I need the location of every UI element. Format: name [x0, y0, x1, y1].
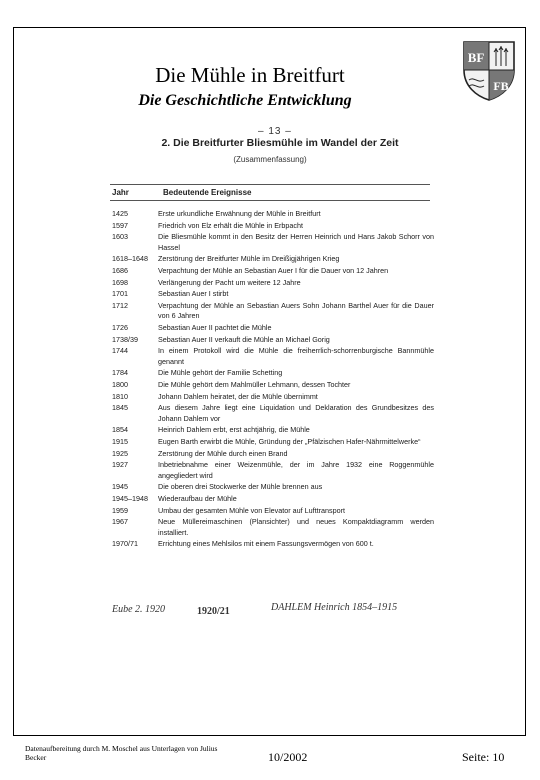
event-year: 1603: [112, 232, 128, 242]
event-row: [112, 460, 434, 480]
event-row: [112, 301, 434, 321]
event-description: Johann Dahlem heiratet, der die Mühle übernimmt: [158, 391, 318, 401]
event-row: [112, 335, 434, 345]
event-year: 1845: [112, 403, 128, 413]
summary-note: (Zusammenfassung): [233, 155, 307, 164]
table-header-rule: [110, 200, 430, 201]
event-description: Verpachtung der Mühle an Sebastian Auers Sohn Johann Barthel Auer für die Dauer von 6 Jahren: [158, 301, 434, 321]
event-row: [112, 221, 434, 231]
event-row: [112, 437, 434, 447]
event-description: Die Mühle gehört dem Mahlmüller Lehmann, dessen Tochter: [158, 380, 351, 390]
event-row: [112, 403, 434, 423]
section-heading: 2. Die Breitfurter Bliesmühle im Wandel der Zeit: [161, 137, 399, 149]
event-description: Verlängerung der Pacht um weitere 12 Jahre: [158, 277, 301, 287]
table-top-rule: [110, 184, 430, 185]
event-row: [112, 506, 434, 516]
event-row: [112, 368, 434, 378]
event-year: 1784: [112, 368, 128, 378]
event-description: Verpachtung der Mühle an Sebastian Auer I für die Dauer von 12 Jahren: [158, 266, 389, 276]
event-year: 1810: [112, 391, 128, 401]
event-row: [112, 494, 434, 504]
event-description: Wiederaufbau der Mühle: [158, 494, 237, 504]
event-description: Errichtung eines Mehlsilos mit einem Fassungsvermögen von 600 t.: [158, 539, 374, 549]
event-year: 1744: [112, 346, 128, 356]
event-description: Sebastian Auer I stirbt: [158, 289, 229, 299]
event-year: 1945–1948: [112, 494, 148, 504]
event-year: 1945: [112, 482, 128, 492]
crest-letters-left: BF: [467, 50, 485, 65]
column-header-event: Bedeutende Ereignisse: [163, 188, 252, 197]
source-page-mark: – 13 –: [258, 126, 292, 137]
event-row: [112, 278, 434, 288]
event-description: Die Mühle gehört der Familie Schetting: [158, 368, 283, 378]
event-row: [112, 232, 434, 252]
event-row: [112, 289, 434, 299]
event-row: [112, 346, 434, 366]
handwritten-note-right: DAHLEM Heinrich 1854–1915: [271, 602, 398, 613]
event-description: Inbetriebnahme einer Weizenmühle, der im Jahre 1932 eine Roggenmühle angegliedert wird: [158, 460, 434, 480]
event-description: Die Bliesmühle kommt in den Besitz der Herren Heinrich und Hans Jakob Schorr von Hassel: [158, 232, 434, 252]
document-subtitle: Die Geschichtliche Entwicklung: [138, 92, 352, 109]
event-year: 1686: [112, 266, 128, 276]
event-year: 1927: [112, 460, 128, 470]
event-description: Umbau der gesamten Mühle von Elevator auf Lufttransport: [158, 505, 345, 515]
event-row: [112, 209, 434, 219]
event-row: [112, 392, 434, 402]
event-description: Heinrich Dahlem erbt, erst achtjährig, die Mühle: [158, 425, 310, 435]
event-description: Erste urkundliche Erwähnung der Mühle in Breitfurt: [158, 209, 321, 218]
event-description: Zerstörung der Mühle durch einen Brand: [158, 448, 288, 458]
event-year: 1597: [112, 220, 128, 230]
event-row: [112, 449, 434, 459]
event-year: 1738/39: [112, 334, 138, 344]
event-year: 1967: [112, 517, 128, 527]
event-year: 1854: [112, 425, 128, 435]
event-description: Sebastian Auer II verkauft die Mühle an Michael Gorig: [158, 334, 330, 344]
event-description: Eugen Barth erwirbt die Mühle, Gründung der „Pfälzischen Hafer-Nährmittelwerke“: [158, 437, 421, 447]
event-year: 1698: [112, 277, 128, 287]
handwritten-note-left: Eube 2. 1920: [112, 604, 166, 615]
event-year: 1915: [112, 437, 128, 447]
document-title: Die Mühle in Breitfurt: [155, 63, 345, 87]
event-year: 1959: [112, 505, 128, 515]
footer-credit: Datenaufbereitung durch M. Moschel aus Unterlagen von Julius Becker: [25, 744, 218, 762]
footer-date: 10/2002: [268, 750, 308, 764]
event-row: [112, 266, 434, 276]
column-header-year: Jahr: [112, 188, 129, 197]
event-year: 1726: [112, 323, 128, 333]
events-table: [112, 209, 434, 551]
event-year: 1701: [112, 289, 128, 299]
event-row: [112, 254, 434, 264]
event-year: 1925: [112, 448, 128, 458]
event-description: Sebastian Auer II pachtet die Mühle: [158, 323, 272, 333]
event-description: In einem Protokoll wird die Mühle die freiherrlich-schorrenburgische Bannmühle genannt: [158, 346, 434, 366]
event-description: Neue Müllereimaschinen (Plansichter) und neues Kompaktdiagramm werden installiert.: [158, 517, 434, 537]
event-year: 1800: [112, 380, 128, 390]
event-description: Friedrich von Elz erhält die Mühle in Erbpacht: [158, 220, 304, 230]
handwritten-note-mid: 1920/21: [197, 606, 230, 617]
event-row: [112, 323, 434, 333]
event-row: [112, 517, 434, 537]
event-row: [112, 425, 434, 435]
event-row: [112, 482, 434, 492]
footer-page-number: Seite: 10: [462, 750, 505, 764]
event-description: Aus diesem Jahre liegt eine Liquidation und Deklaration des Grundbesitzes des Johann Dahlem vor: [158, 403, 434, 423]
event-row: [112, 539, 434, 549]
event-year: 1712: [112, 301, 128, 311]
event-description: Zerstörung der Breitfurter Mühle im Dreißigjährigen Krieg: [158, 254, 340, 264]
crest-letters-right: FB: [493, 79, 509, 93]
event-year: 1970/71: [112, 539, 138, 549]
event-year: 1618–1648: [112, 254, 148, 264]
event-row: [112, 380, 434, 390]
event-description: Die oberen drei Stockwerke der Mühle brennen aus: [158, 482, 323, 492]
event-year: 1425: [112, 209, 128, 218]
